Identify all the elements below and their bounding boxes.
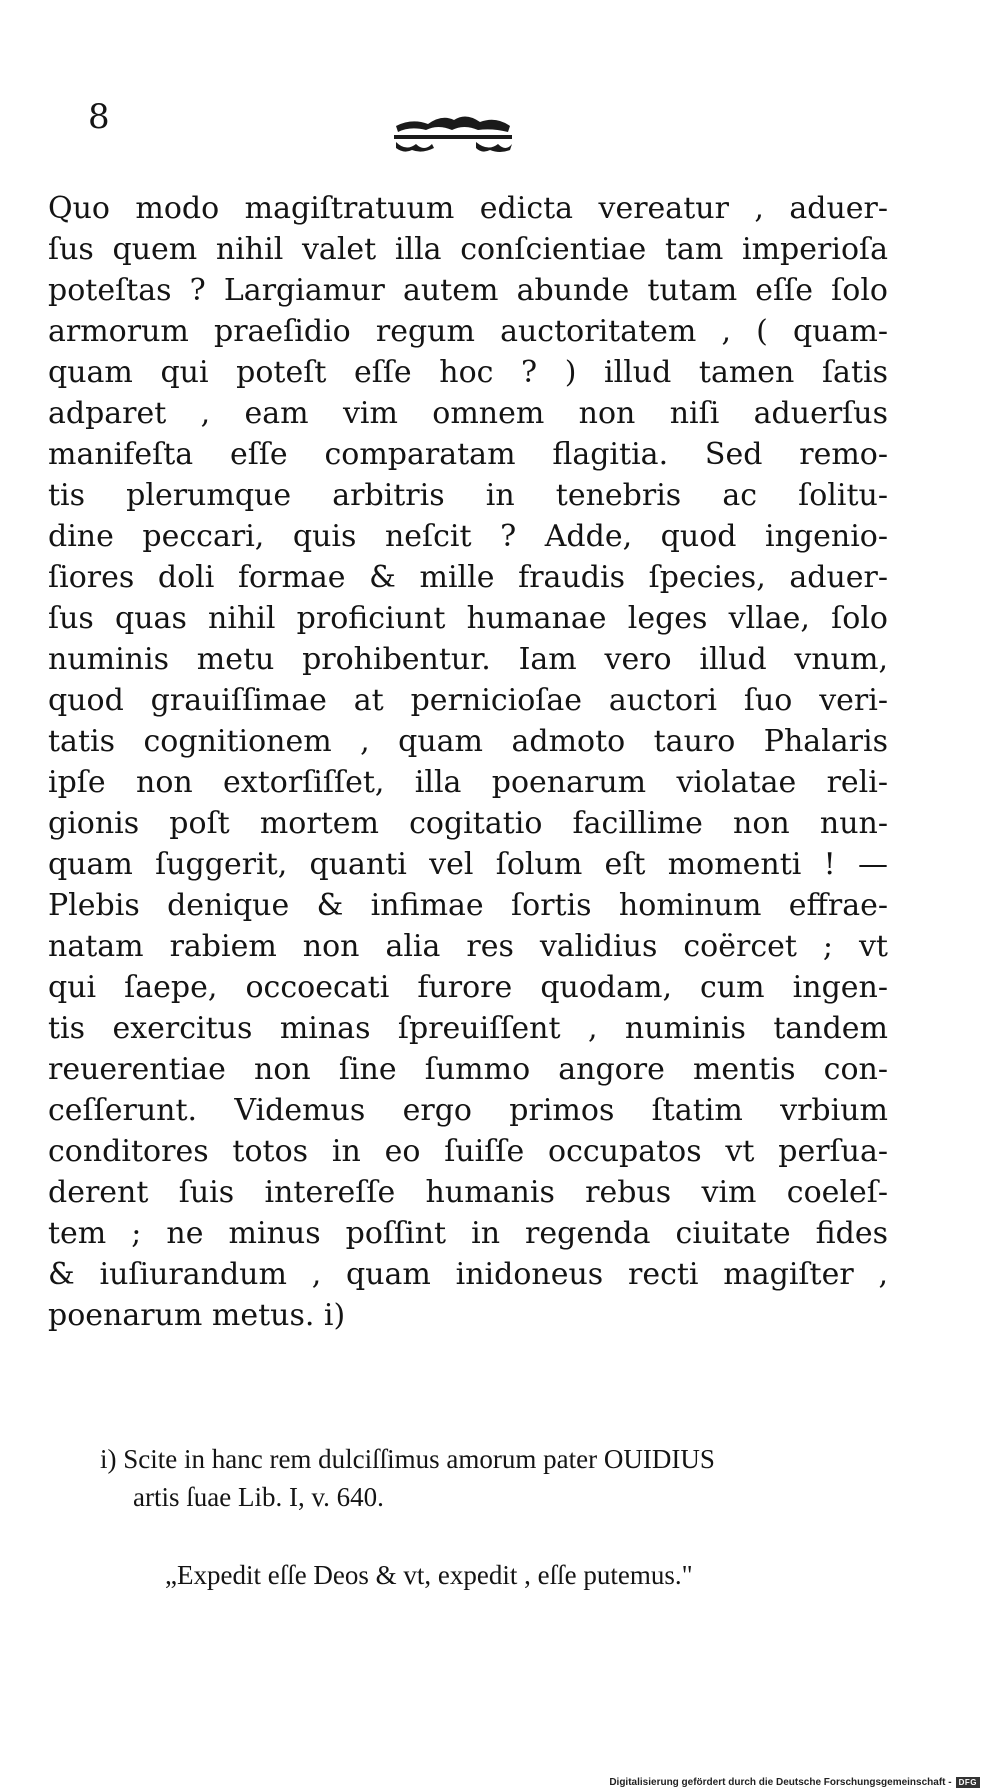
body-line: & iuſiurandum , quam inidoneus recti magiſter , (48, 1257, 888, 1292)
body-line: Plebis denique & infimae ſortis hominum effrae- (48, 888, 888, 923)
body-line: conditores totos in eo ſuiſſe occupatos vt perſua- (48, 1134, 888, 1169)
body-line: tatis cognitionem , quam admoto tauro Phalaris (48, 724, 888, 759)
body-line: gionis poſt mortem cogitatio facillime non nun- (48, 806, 888, 841)
body-line: poteſtas ? Largiamur autem abunde tutam eſſe ſolo (48, 273, 888, 308)
body-line: ceſſerunt. Videmus ergo primos ſtatim vrbium (48, 1093, 888, 1128)
body-line: quod grauiſſimae at pernicioſae auctori ſuo veri- (48, 683, 888, 718)
body-line: armorum praeſidio regum auctoritatem , ( quam- (48, 314, 888, 349)
body-line: tis plerumque arbitris in tenebris ac ſolitu- (48, 478, 888, 513)
ornament-icon (392, 110, 514, 154)
body-line-last: poenarum metus. i) (48, 1298, 346, 1333)
body-line: ſiores doli formae & mille fraudis ſpecies, aduer- (48, 560, 888, 595)
body-line: ſus quem nihil valet illa conſcientiae tam imperioſa (48, 232, 888, 267)
digitization-credit (609, 1777, 980, 1788)
body-line: dine peccari, quis neſcit ? Adde, quod ingenio- (48, 519, 888, 554)
footnote (100, 1440, 900, 1516)
body-line: tis exercitus minas ſpreuiſſent , numinis tandem (48, 1011, 888, 1046)
body-line: reuerentiae non ſine ſummo angore mentis con- (48, 1052, 888, 1087)
body-line: quam ſuggerit, quanti vel ſolum eſt momenti ! — (48, 847, 888, 882)
body-line: manifeſta eſſe comparatam flagitia. Sed remo- (48, 437, 888, 472)
body-line: quam qui poteſt eſſe hoc ? ) illud tamen ſatis (48, 355, 888, 390)
footnote-line-2: artis ſuae Lib. I, v. 640. (133, 1482, 384, 1512)
dfg-logo: DFG (956, 1777, 980, 1788)
body-line: tem ; ne minus poſſint in regenda ciuitate fides (48, 1216, 888, 1251)
body-text (48, 188, 888, 1336)
body-line: ſus quas nihil proficiunt humanae leges vllae, ſolo (48, 601, 888, 636)
body-line: adparet , eam vim omnem non niſi aduerſus (48, 396, 888, 431)
body-line: natam rabiem non alia res validius coërcet ; vt (48, 929, 888, 964)
body-line: numinis metu prohibentur. Iam vero illud vnum, (48, 642, 888, 677)
body-line: derent ſuis intereſſe humanis rebus vim coeleſ- (48, 1175, 888, 1210)
body-line: qui ſaepe, occoecati furore quodam, cum ingen- (48, 970, 888, 1005)
body-line: ipſe non extorſiſſet, illa poenarum violatae reli- (48, 765, 888, 800)
footnote-line-1: i) Scite in hanc rem dulciſſimus amorum pater OUIDIUS (100, 1444, 715, 1474)
body-line: Quo modo magiſtratuum edicta vereatur , aduer- (48, 191, 888, 226)
verse-quote: „Expedit eſſe Deos & vt, expedit , eſſe putemus." (165, 1560, 693, 1590)
page-number: 8 (88, 97, 110, 137)
credit-text: Digitalisierung gefördert durch die Deutsche Forschungsgemeinschaft - (609, 1777, 952, 1788)
